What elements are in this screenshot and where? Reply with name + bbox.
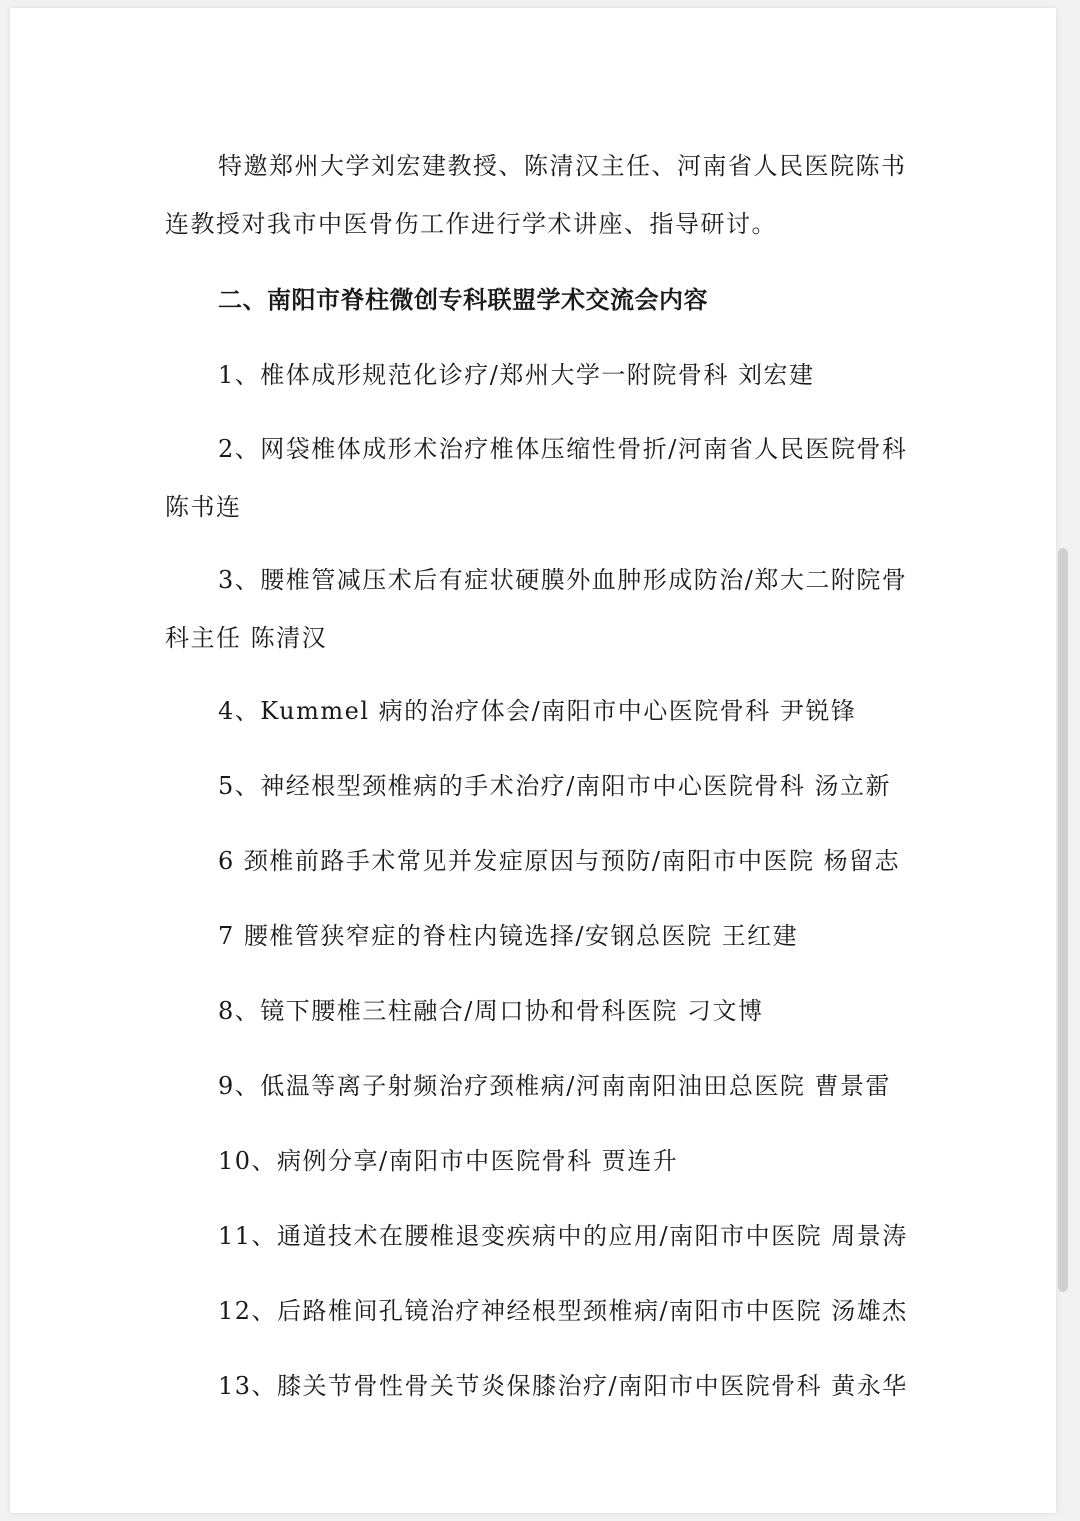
list-item-13: 13、膝关节骨性骨关节炎保膝治疗/南阳市中医院骨科 黄永华 xyxy=(218,1372,908,1400)
intro-line-2: 连教授对我市中医骨伤工作进行学术讲座、指导研讨。 xyxy=(165,210,777,238)
list-item-3: 3、腰椎管减压术后有症状硬膜外血肿形成防治/郑大二附院骨 xyxy=(218,566,908,594)
list-item-9: 9、低温等离子射频治疗颈椎病/河南南阳油田总医院 曹景雷 xyxy=(218,1072,891,1100)
document-page xyxy=(10,8,1056,1513)
section-heading: 二、南阳市脊柱微创专科联盟学术交流会内容 xyxy=(218,286,708,314)
list-item-11: 11、通道技术在腰椎退变疾病中的应用/南阳市中医院 周景涛 xyxy=(218,1222,908,1250)
list-item-7: 7 腰椎管狭窄症的脊柱内镜选择/安钢总医院 王红建 xyxy=(218,922,799,950)
list-item-5: 5、神经根型颈椎病的手术治疗/南阳市中心医院骨科 汤立新 xyxy=(218,772,891,800)
list-item-4: 4、Kummel 病的治疗体会/南阳市中心医院骨科 尹锐锋 xyxy=(218,697,857,725)
list-item-1: 1、椎体成形规范化诊疗/郑州大学一附院骨科 刘宏建 xyxy=(218,361,815,389)
list-item-12: 12、后路椎间孔镜治疗神经根型颈椎病/南阳市中医院 汤雄杰 xyxy=(218,1297,908,1325)
list-item-8: 8、镜下腰椎三柱融合/周口协和骨科医院 刁文博 xyxy=(218,997,764,1025)
list-item-6: 6 颈椎前路手术常见并发症原因与预防/南阳市中医院 杨留志 xyxy=(218,847,901,875)
list-item-2: 2、网袋椎体成形术治疗椎体压缩性骨折/河南省人民医院骨科 xyxy=(218,435,908,463)
vertical-scrollbar-thumb[interactable] xyxy=(1058,548,1068,1292)
list-item-2-continued: 陈书连 xyxy=(165,493,242,521)
list-item-3-continued: 科主任 陈清汉 xyxy=(165,624,328,652)
list-item-10: 10、病例分享/南阳市中医院骨科 贾连升 xyxy=(218,1147,679,1175)
intro-line-1: 特邀郑州大学刘宏建教授、陈清汉主任、河南省人民医院陈书 xyxy=(218,152,907,180)
